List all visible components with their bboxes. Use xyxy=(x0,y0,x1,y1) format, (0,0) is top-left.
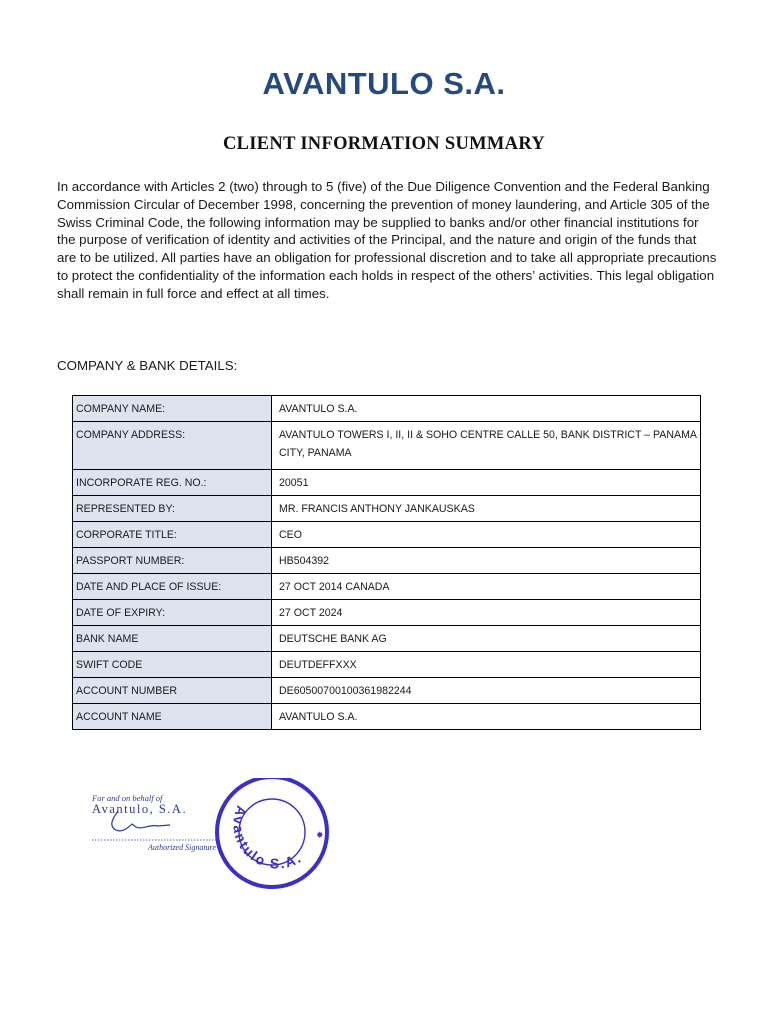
row-value: CEO xyxy=(272,522,701,548)
section-label: COMPANY & BANK DETAILS: xyxy=(57,358,238,373)
table-row xyxy=(73,704,701,730)
row-value: DEUTSCHE BANK AG xyxy=(272,626,701,652)
row-label: DATE OF EXPIRY: xyxy=(73,600,272,626)
row-label: CORPORATE TITLE: xyxy=(73,522,272,548)
table-row xyxy=(73,396,701,422)
row-label: REPRESENTED BY: xyxy=(73,496,272,522)
stamp-text: Avantulo S.A. xyxy=(230,803,305,872)
company-stamp xyxy=(217,778,327,887)
table-row xyxy=(73,652,701,678)
stamp-star-icon: ✸ xyxy=(316,830,324,840)
signature-line-3: Authorized Signature xyxy=(148,843,216,852)
row-label: COMPANY NAME: xyxy=(73,396,272,422)
details-table xyxy=(72,395,701,730)
table-row xyxy=(73,470,701,496)
table-row xyxy=(73,422,701,470)
row-label: PASSPORT NUMBER: xyxy=(73,548,272,574)
table-row xyxy=(73,626,701,652)
row-value: 27 OCT 2024 xyxy=(272,600,701,626)
row-value: DEUTDEFFXXX xyxy=(272,652,701,678)
table-row xyxy=(73,600,701,626)
table-row xyxy=(73,496,701,522)
table-row xyxy=(73,678,701,704)
row-label: BANK NAME xyxy=(73,626,272,652)
intro-paragraph: In accordance with Articles 2 (two) through to 5 (five) of the Due Diligence Convention and the Federal Banking Commission Circular of December 1998, concerning the prevention of money laundering, and Article 305 of the Swiss Criminal Code, the following information may be supplied to banks and/or other financial institutions for the purpose of verification of identity and activities of the Principal, and the nature and origin of the funds that are to be utilized. All parties have an obligation for professional discretion and to take all appropriate precautions to protect the confidentiality of the information each holds in respect of the others’ activities. This legal obligation shall remain in full force and effect at all times. xyxy=(57,179,717,301)
row-value: MR. FRANCIS ANTHONY JANKAUSKAS xyxy=(272,496,701,522)
row-value: HB504392 xyxy=(272,548,701,574)
row-label: COMPANY ADDRESS: xyxy=(73,422,272,470)
row-value: AVANTULO S.A. xyxy=(272,704,701,730)
signature-block xyxy=(88,778,348,898)
company-title: AVANTULO S.A. xyxy=(262,66,506,101)
signature-and-stamp xyxy=(88,778,348,898)
row-value: 20051 xyxy=(272,470,701,496)
table-row xyxy=(73,574,701,600)
row-label: ACCOUNT NUMBER xyxy=(73,678,272,704)
signature-line-2: Avantulo, S.A. xyxy=(92,802,188,816)
row-label: DATE AND PLACE OF ISSUE: xyxy=(73,574,272,600)
document-heading: CLIENT INFORMATION SUMMARY xyxy=(222,134,545,154)
row-value: AVANTULO TOWERS I, II, II & SOHO CENTRE CALLE 50, BANK DISTRICT – PANAMA CITY, PANAMA xyxy=(272,422,701,470)
row-label: SWIFT CODE xyxy=(73,652,272,678)
signature-line-1: For and on behalf of xyxy=(92,793,163,803)
table-row xyxy=(73,522,701,548)
row-value: 27 OCT 2014 CANADA xyxy=(272,574,701,600)
table-row xyxy=(73,548,701,574)
row-value: DE60500700100361982244 xyxy=(272,678,701,704)
row-label: INCORPORATE REG. NO.: xyxy=(73,470,272,496)
row-value: AVANTULO S.A. xyxy=(272,396,701,422)
row-label: ACCOUNT NAME xyxy=(73,704,272,730)
